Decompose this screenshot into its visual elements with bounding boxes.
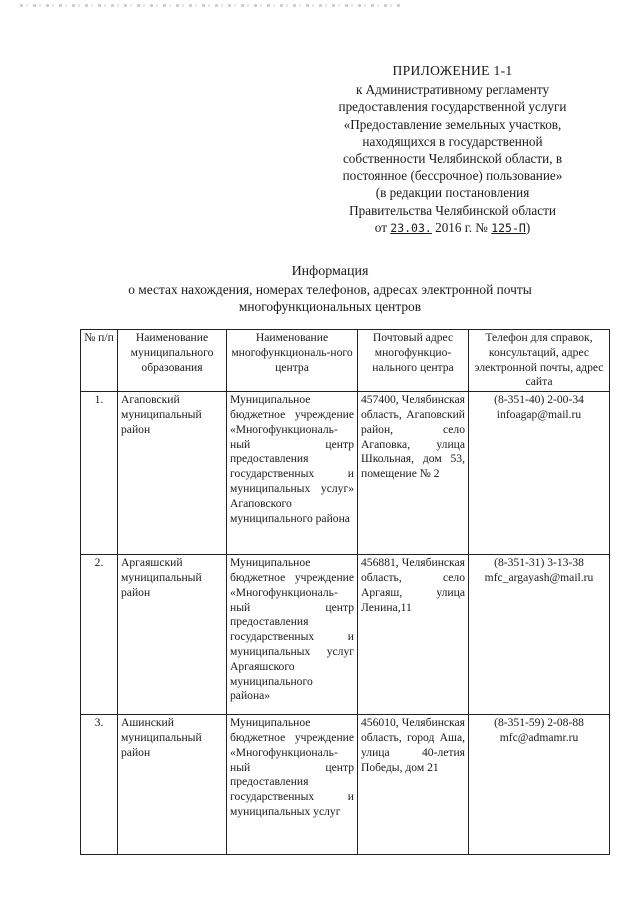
appendix-date-line [300,219,605,237]
scan-artifact [20,4,400,7]
appendix-line: собственности Челябинской области, в [342,151,563,167]
info-heading: Информация [291,264,369,279]
appendix-line: Правительства Челябинской области [349,202,556,218]
row-number: 2. [81,555,118,715]
appendix-title: ПРИЛОЖЕНИЕ 1-1 [392,63,513,78]
email-text: mfc@admamr.ru [499,730,579,744]
phone-text: (8-351-40) 2-00-34 [494,393,584,407]
email-text: infoagap@mail.ru [496,407,582,421]
center-cell: Муниципальное бюджетное учреждение «Многофункциональ-ный центр предоставления государственных и муниципальных услуг» Агаповского муниципального района [227,392,358,555]
header-municipality: Наименование муниципального образования [118,330,227,392]
date-suffix: ) [525,219,531,235]
contact-cell [469,392,610,555]
row-number: 1. [81,392,118,555]
centers-table [80,329,610,855]
phone-text: (8-351-59) 2-08-88 [494,716,584,730]
header-center: Наименование многофункциональ-ного центра [227,330,358,392]
contact-cell [469,555,610,715]
row-number: 3. [81,715,118,855]
table-row [81,392,610,555]
contact-cell [469,715,610,855]
appendix-line: постоянное (бессрочное) пользование» [342,168,563,184]
phone-text: (8-351-31) 3-13-38 [494,556,584,570]
center-cell: Муниципальное бюджетное учреждение «Многофункциональ-ный центр предоставления государственных и муниципальных услуг [227,715,358,855]
resolution-number: 125-П [491,220,526,235]
year-text: 2016 г. № [435,219,488,235]
header-number: № п/п [81,330,118,392]
appendix-line: предоставления государственной услуги [338,99,567,115]
appendix-header [300,62,605,237]
municipality-cell: Ашинский муниципальный район [118,715,227,855]
table-header-row [81,330,610,392]
header-contacts: Телефон для справок, консультаций, адрес электронной почты, адрес сайта [469,330,610,392]
info-subheading: о местах нахождения, номерах телефонов, адресах электронной почты [128,282,532,297]
address-cell: 457400, Челябинская область, Агаповский район, село Агаповка, улица Школьная, дом 53, помещение № 2 [358,392,469,555]
date-prefix: от [374,219,387,235]
info-title-block [60,263,600,315]
municipality-cell: Агаповский муниципальный район [118,392,227,555]
table-row [81,715,610,855]
appendix-line: находящихся в государственной [362,133,543,149]
header-address: Почтовый адрес многофункцио-нального центра [358,330,469,392]
table-row [81,555,610,715]
email-text: mfc_argayash@mail.ru [484,570,594,584]
appendix-line: к Административному регламенту [355,82,550,98]
appendix-line: (в редакции постановления [375,185,530,201]
municipality-cell: Аргаяшский муниципальный район [118,555,227,715]
date-value: 23.03. [390,220,432,235]
appendix-line: «Предоставление земельных участков, [343,116,562,132]
info-subheading: многофункциональных центров [238,299,422,314]
center-cell: Муниципальное бюджетное учреждение «Многофункциональ-ный центр предоставления государственных и муниципальных услуг Аргаяшского муниципального района» [227,555,358,715]
address-cell: 456010, Челябинская область, город Аша, улица 40-летия Победы, дом 21 [358,715,469,855]
address-cell: 456881, Челябинская область, село Аргаяш, улица Ленина,11 [358,555,469,715]
